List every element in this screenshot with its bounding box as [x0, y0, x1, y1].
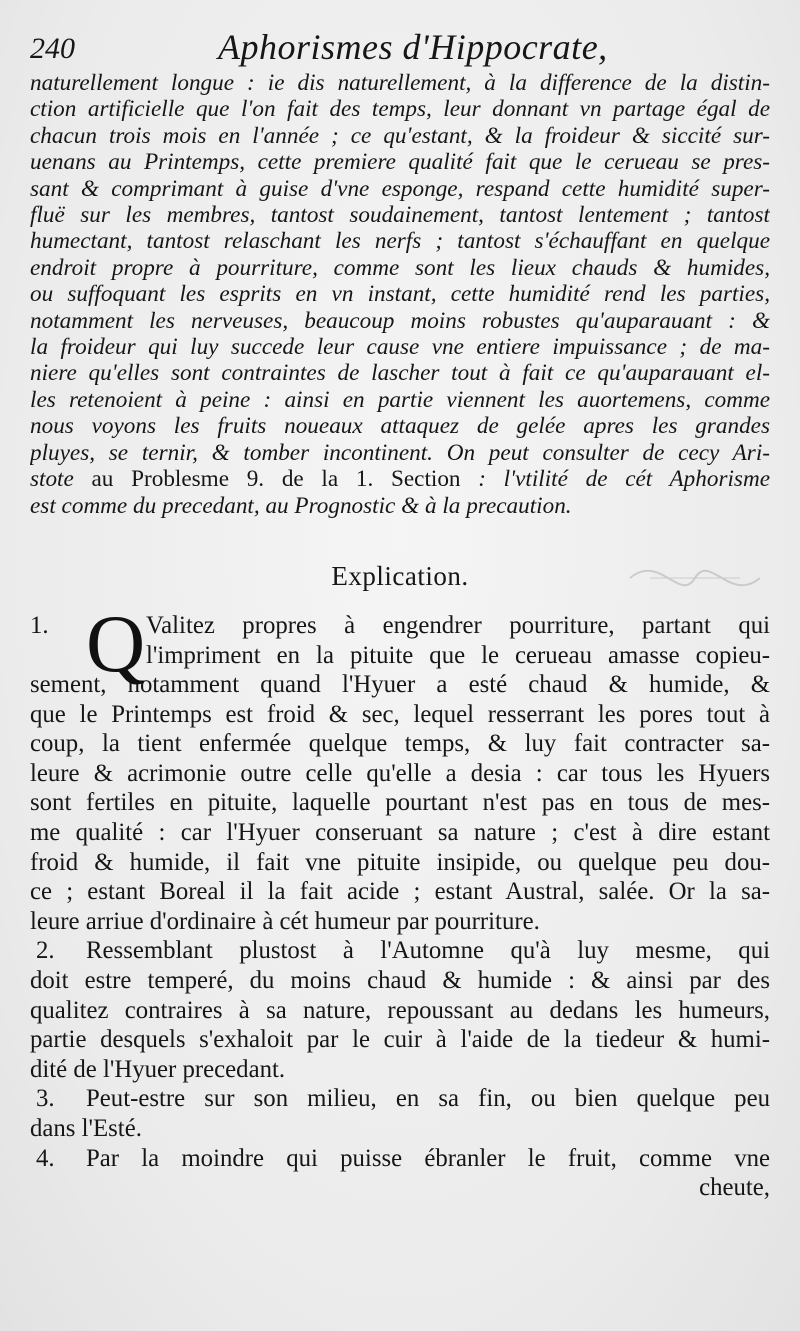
paragraph-2 [30, 936, 770, 1084]
drop-cap: Q [86, 597, 146, 689]
text-fragment: Ressemblant plustost à l'Automne qu'à luy mesme, qui [86, 937, 770, 965]
text-line: qualitez contraires à sa nature, repoussant au dedans les humeurs, [30, 996, 770, 1024]
text-line: les retenoient à peine : ainsi en partie viennent les auortemens, comme [30, 386, 770, 413]
text-line: la froideur qui luy succede leur cause vne entiere impuissance ; de ma- [30, 334, 770, 361]
text-line: dans l'Esté. [30, 1115, 142, 1142]
text-line: uenans au Printemps, cette premiere qualité fait que le cerueau se pres- [30, 149, 770, 176]
text-line: coup, la tient enfermée quelque temps, & luy fait contracter sa- [30, 730, 770, 758]
text-line: me qualité : car l'Hyuer conseruant sa nature ; c'est à dire estant [30, 819, 770, 847]
text-line: ou suffoquant les esprits en vn instant, cette humidité rend les parties, [30, 281, 770, 308]
text-line: pluyes, se ternir, & tomber incontinent. On peut consulter de cecy Ari- [30, 439, 770, 466]
text-line-numbered [30, 936, 770, 966]
text-line: sant & comprimant à guise d'vne esponge, respand cette humidité super- [30, 175, 770, 202]
text-line: ction artificielle que l'on fait des temps, leur donnant vn partage égal de [30, 96, 770, 123]
text-line: leure arriue d'ordinaire à cét humeur par pourriture. [30, 907, 540, 935]
text-line: Valitez propres à engendrer pourriture, partant qui [146, 611, 770, 639]
text-line: humectant, tantost relaschant les nerfs ; tantost s'échauffant en quelque [30, 228, 770, 255]
text-line: que le Printemps est froid & sec, lequel resserrant les pores tout à [30, 700, 770, 728]
text-line: doit estre temperé, du moins chaud & humide : & ainsi par des [30, 967, 770, 995]
text-line: partie desquels s'exhaloit par le cuir à l'aide de la tiedeur & humi- [30, 1026, 770, 1054]
text-line: leure & acrimonie outre celle qu'elle a desia : car tous les Hyuers [30, 759, 770, 787]
text-line: sement, notamment quand l'Hyuer a esté chaud & humide, & [30, 671, 770, 699]
text-line: chacun trois mois en l'année ; ce qu'estant, & la froideur & siccité sur- [30, 122, 770, 149]
text-line: nous voyons les fruits noueaux attaquez de gelée apres les grandes [30, 413, 770, 440]
text-line-numbered [30, 1084, 770, 1114]
aphorism-commentary [30, 70, 770, 519]
text-line: sont fertiles en pituite, laquelle pourtant n'est pas en tous de mes- [30, 789, 770, 817]
text-line-numbered [30, 1144, 770, 1174]
paragraph-number: 2. [36, 937, 55, 965]
text-fragment: : l'vtilité de cét Aphorisme [478, 466, 770, 493]
explication-text [30, 597, 770, 1203]
text-fragment: Peut-estre sur son milieu, en sa fin, ou bien quelque peu [86, 1085, 770, 1113]
text-line: notamment les nerveuses, beaucoup moins robustes qu'auparauant : & [30, 307, 770, 334]
text-line: fluë sur les membres, tantost soudainement, tantost lentement ; tantost [30, 202, 770, 229]
paragraph-4 [30, 1144, 770, 1174]
paragraph-3 [30, 1084, 770, 1143]
paragraph-1 [30, 597, 770, 937]
text-fragment: Par la moindre qui puisse ébranler le fruit, comme vne [86, 1144, 770, 1172]
text-line: ce ; estant Boreal il la fait acide ; estant Austral, salée. Or la sa- [30, 878, 770, 906]
catchword: cheute, [699, 1174, 770, 1202]
text-line: naturellement longue : ie dis naturellement, à la difference de la distin- [30, 70, 770, 96]
text-line: l'impriment en la pituite que le cerueau amasse copieu- [146, 641, 770, 669]
section-heading: Explication. [331, 560, 469, 591]
bleed-through-ornament-icon [620, 548, 770, 608]
page-header [30, 20, 770, 68]
text-line: est comme du precedant, au Prognostic & à la precaution. [30, 492, 572, 519]
running-title: Aphorismes d'Hippocrate, [218, 27, 608, 67]
text-line-mixed [30, 466, 770, 492]
paragraph-number: 1. [30, 611, 49, 639]
page-number: 240 [30, 32, 75, 65]
text-line: dité de l'Hyuer precedant. [30, 1055, 286, 1083]
paragraph-number: 4. [36, 1144, 55, 1172]
text-fragment-roman: au Problesme 9. de la 1. Section [73, 466, 479, 493]
text-fragment: stote [30, 466, 74, 493]
paragraph-number: 3. [36, 1085, 55, 1113]
text-line: froid & humide, il fait vne pituite insipide, ou quelque peu dou- [30, 848, 770, 876]
text-line: endroit propre à pourriture, comme sont les lieux chauds & humides, [30, 254, 770, 281]
text-line: niere qu'elles sont contraintes de lascher tout à fait ce qu'auparauant el- [30, 360, 770, 387]
